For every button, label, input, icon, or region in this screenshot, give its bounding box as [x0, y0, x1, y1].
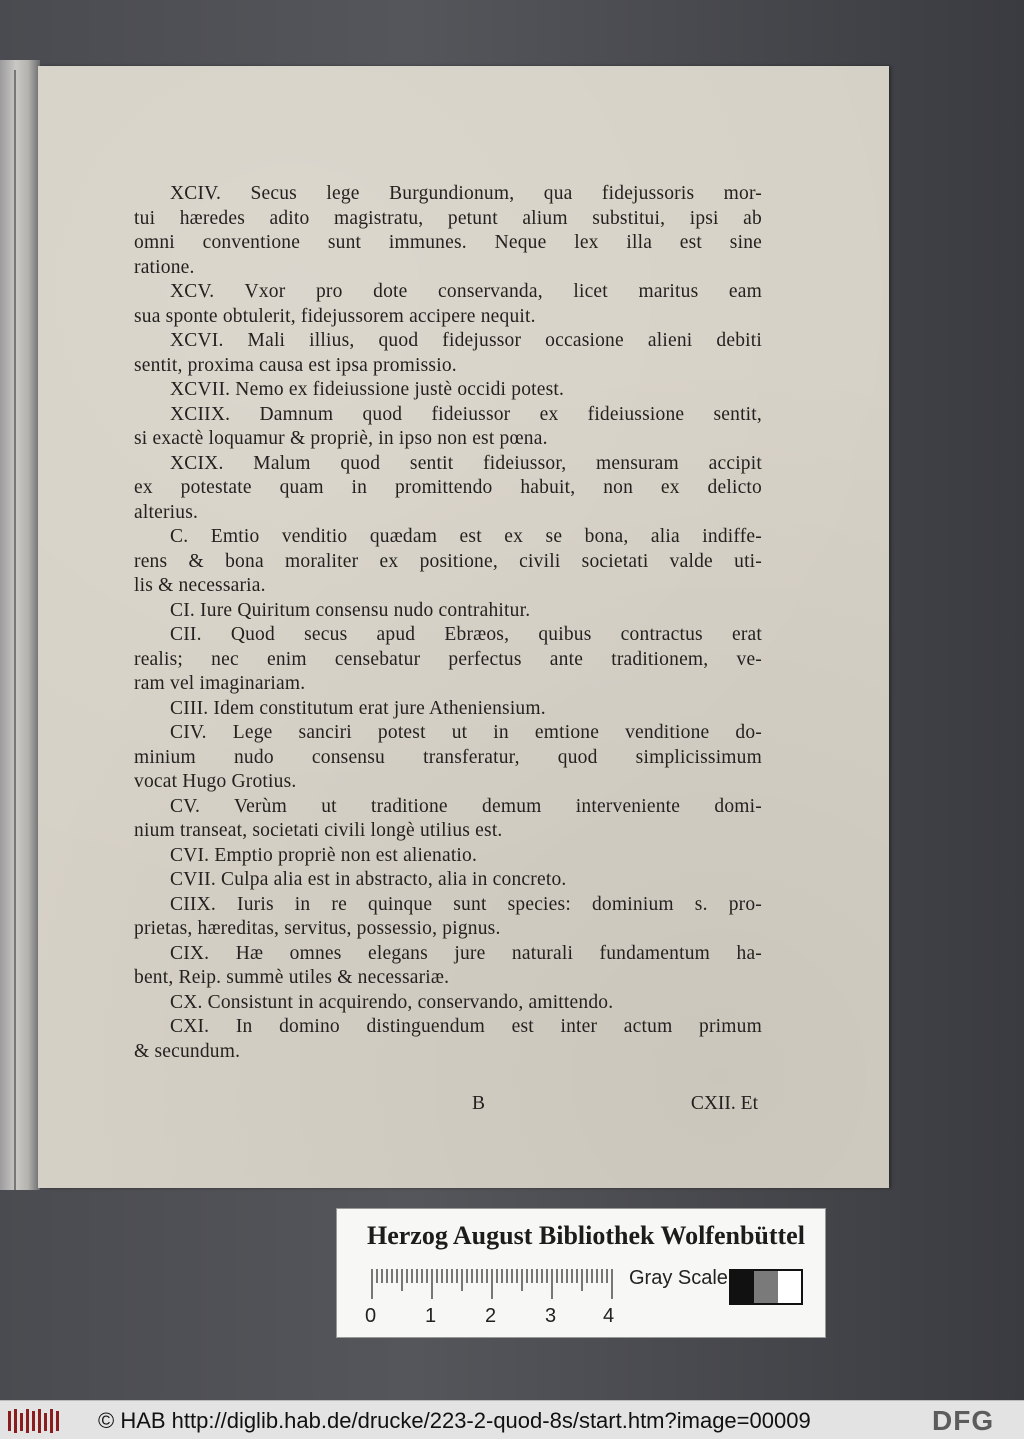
text-line: CIII. Idem constitutum erat jure Atheniensium.: [170, 697, 546, 719]
ruler-number: 2: [485, 1305, 497, 1327]
text-line: XCV. Vxor pro dote conservanda, licet maritus eam: [170, 281, 762, 302]
gray-scale-label: Gray Scale: [629, 1267, 728, 1289]
source-url-link[interactable]: © HAB http://diglib.hab.de/drucke/223-2-quod-8s/start.htm?image=00009: [98, 1408, 811, 1433]
black-swatch: [731, 1271, 754, 1303]
text-line: CIIX. Iuris in re quinque sunt species: dominium s. pro-: [170, 893, 762, 915]
text-line: CXI. In domino distinguendum est inter actum primum: [170, 1016, 762, 1037]
color-calibration-bar: [336, 1208, 826, 1338]
text-line: sentit, proxima causa est ipsa promissio.: [134, 354, 457, 376]
text-line: sua sponte obtulerit, fidejussorem accipere nequit.: [134, 305, 536, 327]
text-line: nium transeat, societati civili longè utilius est.: [134, 820, 503, 841]
text-line: omni conventione sunt immunes. Neque lex illa est sine: [134, 232, 762, 253]
signature-mark: B: [472, 1093, 486, 1114]
text-line: vocat Hugo Grotius.: [134, 771, 297, 792]
text-line: XCIX. Malum quod sentit fideiussor, mensuram accipit: [170, 452, 762, 474]
text-line: ratione.: [134, 256, 195, 278]
ruler-number: 3: [545, 1305, 557, 1327]
text-line: XCIV. Secus lege Burgundionum, qua fidejussoris mor-: [170, 183, 762, 204]
text-line: & secundum.: [134, 1040, 241, 1062]
text-line: rens & bona moraliter ex positione, civili societati valde uti-: [134, 550, 762, 572]
text-line: CIV. Lege sanciri potest ut in emtione venditione do-: [170, 722, 762, 743]
hab-logo-icon: [6, 1407, 66, 1435]
page-footer-line: [134, 1093, 762, 1119]
text-line: ex potestate quam in promittendo habuit, non ex delicto: [134, 477, 762, 498]
text-line: minium nudo consensu transferatur, quod simplicissimum: [134, 746, 762, 768]
ruler-number: 1: [425, 1305, 437, 1327]
text-line: lis & necessaria.: [134, 575, 266, 596]
text-line: CV. Verùm ut traditione demum interveniente domi-: [170, 795, 762, 817]
book-page: [38, 66, 889, 1188]
text-line: CIX. Hæ omnes elegans jure naturali fundamentum ha-: [170, 942, 762, 964]
text-line: CII. Quod secus apud Ebræos, quibus contractus erat: [170, 624, 762, 645]
white-swatch: [778, 1271, 801, 1303]
gray-swatch: [754, 1271, 777, 1303]
ruler-number: 0: [365, 1305, 377, 1327]
text-line: XCVI. Mali illius, quod fidejussor occasione alieni debiti: [170, 330, 762, 351]
text-line: CVI. Emptio propriè non est alienatio.: [170, 844, 478, 866]
page-text-block: [134, 182, 762, 1064]
book-spine-line: [14, 70, 16, 1190]
text-line: CI. Iure Quiritum consensu nudo contrahitur.: [170, 599, 531, 621]
viewer-footer-bar: [0, 1400, 1024, 1439]
text-line: tui hæredes adito magistratu, petunt alium substitui, ipsi ab: [134, 207, 762, 229]
text-line: CX. Consistunt in acquirendo, conservando, amittendo.: [170, 991, 614, 1013]
gray-swatches: [729, 1269, 803, 1305]
text-line: XCVII. Nemo ex fideiussione justè occidi potest.: [170, 379, 565, 400]
text-line: si exactè loquamur & propriè, in ipso non est pœna.: [134, 428, 548, 449]
text-line: realis; nec enim censebatur perfectus ante traditionem, ve-: [134, 648, 762, 670]
library-name: Herzog August Bibliothek Wolfenbüttel: [367, 1221, 805, 1250]
ruler-scale: [371, 1267, 615, 1301]
catchword: CXII. Et: [690, 1093, 758, 1114]
text-line: C. Emtio venditio quædam est ex se bona, alia indiffe-: [170, 526, 762, 547]
text-line: XCIIX. Damnum quod fideiussor ex fideiussione sentit,: [170, 403, 762, 425]
text-line: alterius.: [134, 501, 199, 523]
ruler-number: 4: [603, 1305, 615, 1327]
text-line: prietas, hæreditas, servitus, possessio, pignus.: [134, 918, 501, 939]
text-line: ram vel imaginariam.: [134, 673, 306, 694]
dfg-logo: DFG: [932, 1405, 995, 1436]
book-edge: [0, 60, 40, 1190]
text-line: CVII. Culpa alia est in abstracto, alia in concreto.: [170, 869, 567, 890]
text-line: bent, Reip. summè utiles & necessariæ.: [134, 967, 450, 988]
